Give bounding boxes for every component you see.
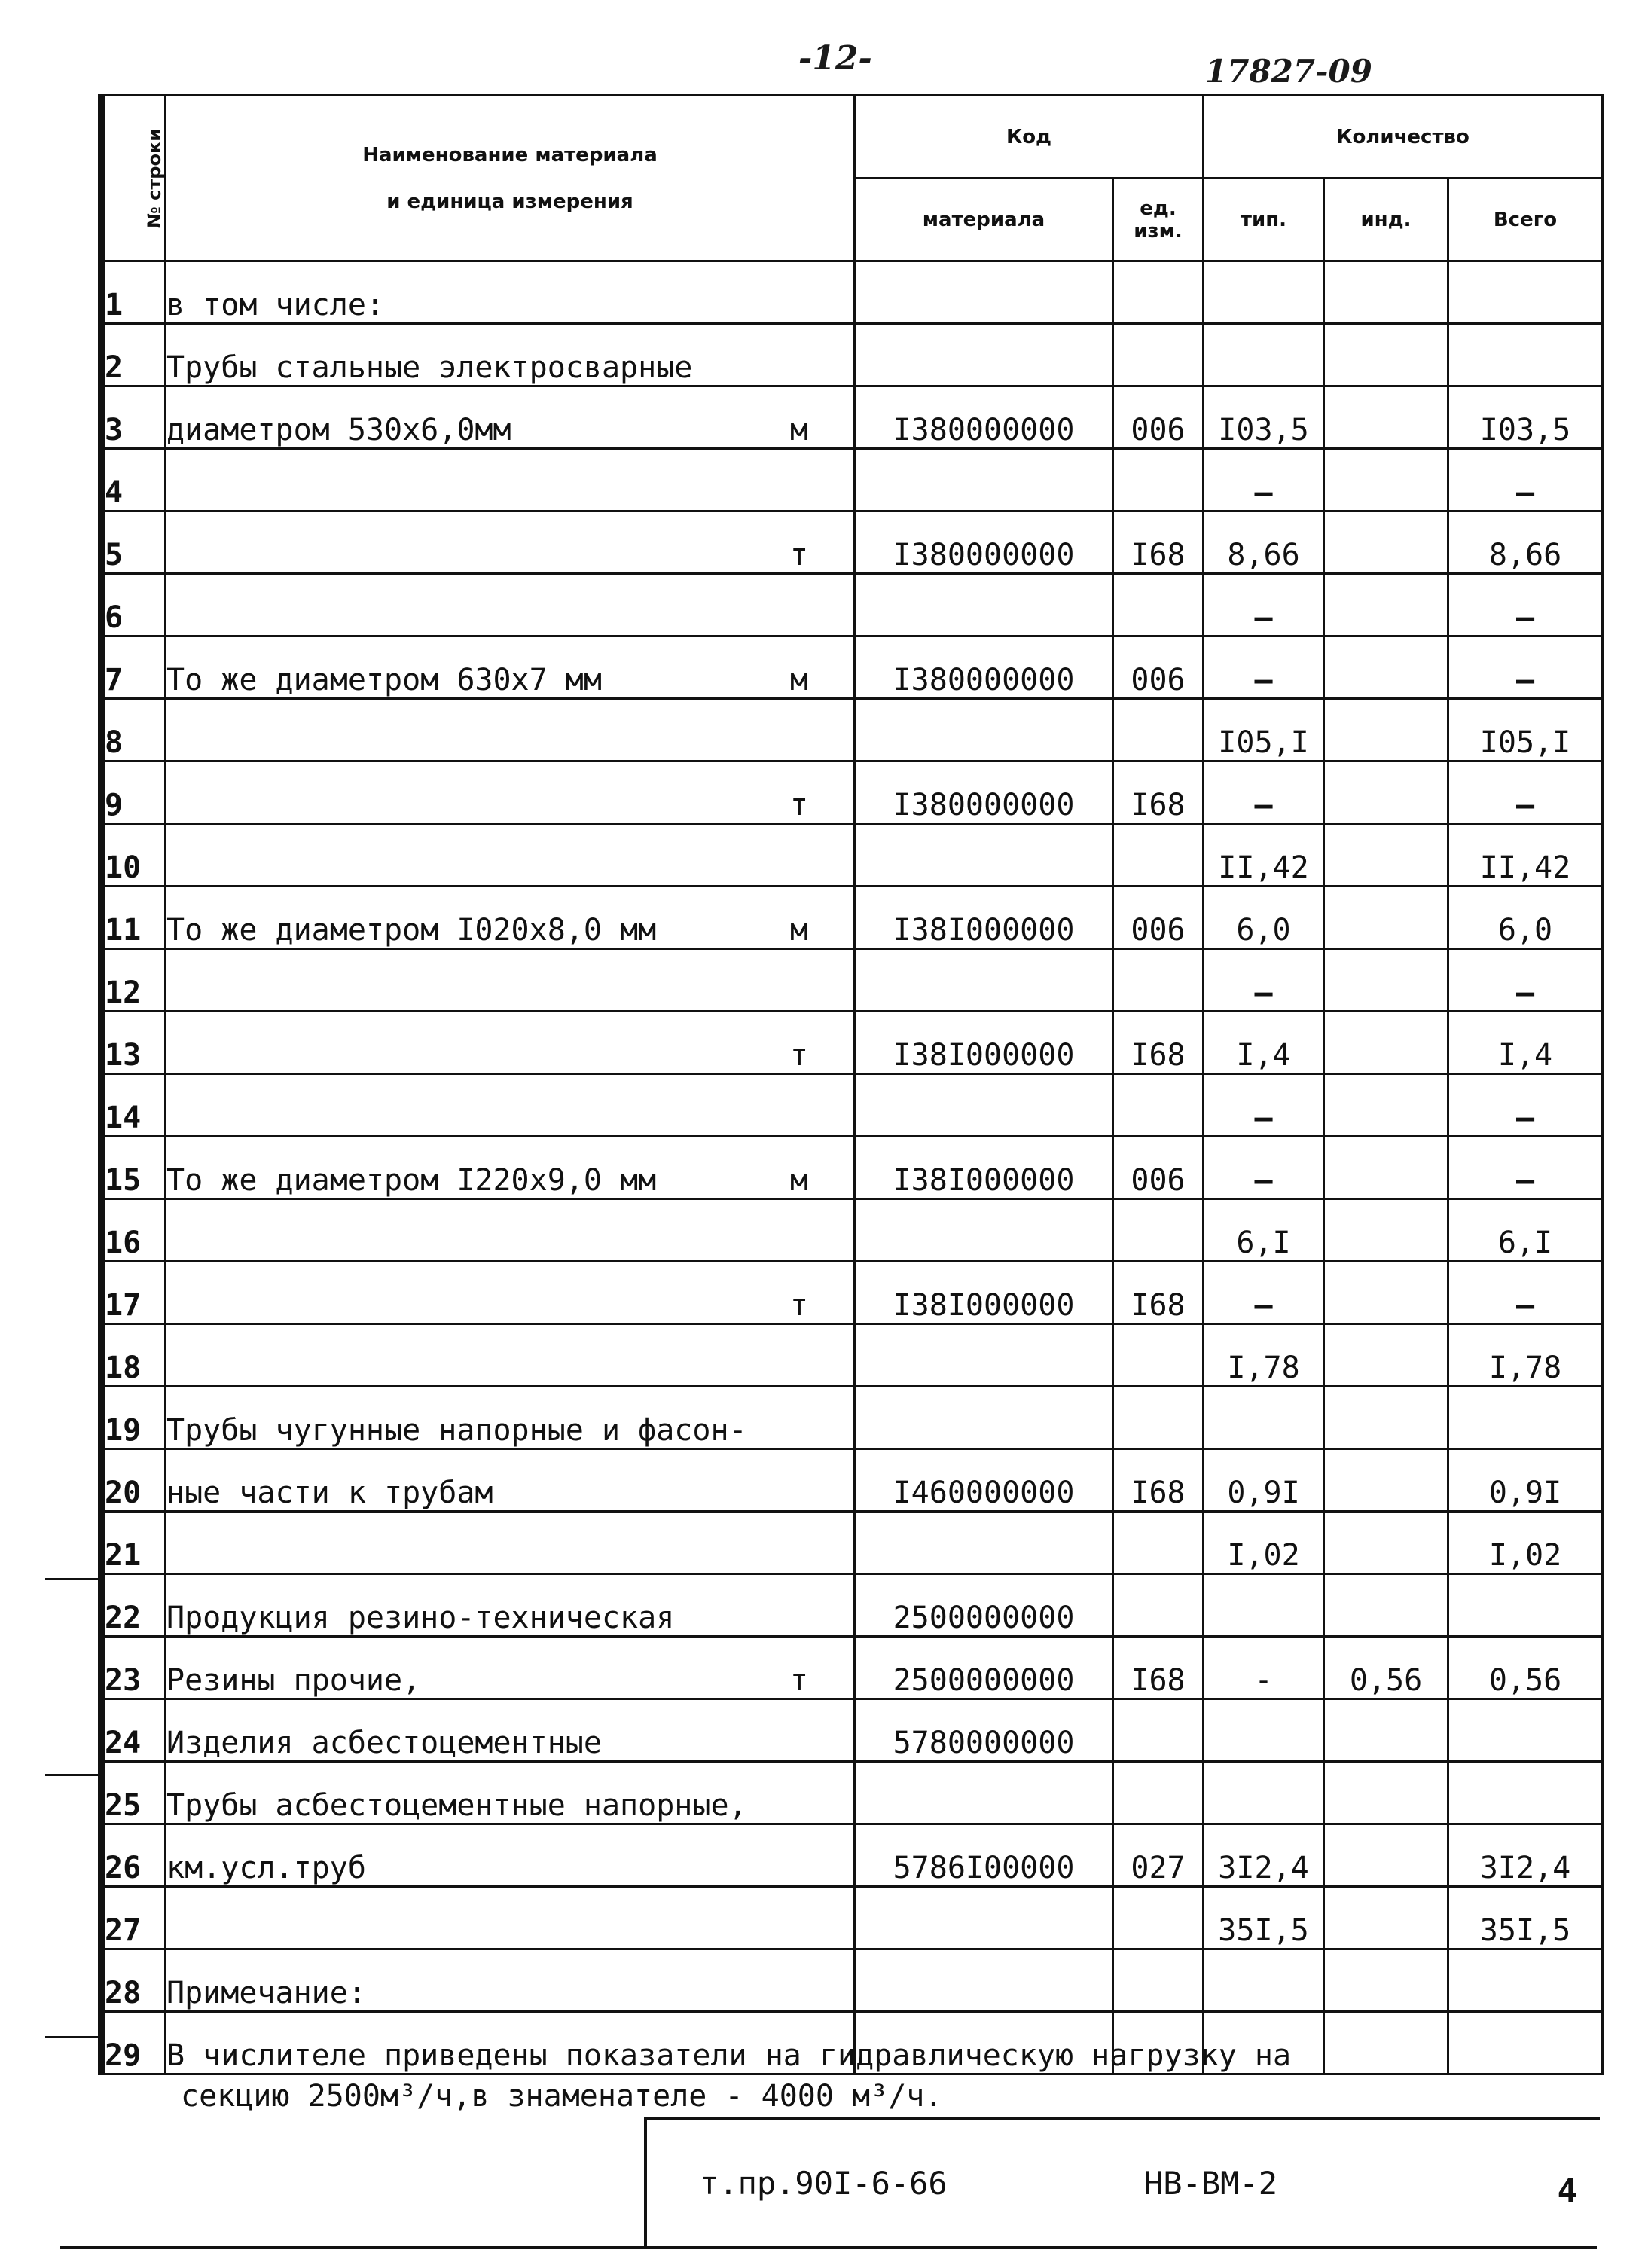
qty-individual xyxy=(1324,1699,1448,1762)
row-number: 12 xyxy=(104,949,166,1012)
material-code xyxy=(855,1949,1113,2012)
row-number: 14 xyxy=(104,1074,166,1137)
material-name: В числителе приведены показатели на гидравлическую нагрузку на xyxy=(166,2012,855,2074)
row-number: 9 xyxy=(104,762,166,824)
material-code: I380000000 xyxy=(855,511,1113,574)
qty-individual xyxy=(1324,887,1448,949)
table-row xyxy=(104,1324,1603,1387)
qty-total: 6,I xyxy=(1448,1199,1603,1262)
material-name: км.усл.труб xyxy=(166,1824,855,1887)
material-name: Продукция резино-техническая xyxy=(166,1574,855,1637)
row-number: 5 xyxy=(104,511,166,574)
table-row xyxy=(104,1262,1603,1324)
drawing-code: НВ-ВМ-2 xyxy=(1144,2165,1278,2202)
material-code xyxy=(855,1324,1113,1387)
qty-individual xyxy=(1324,636,1448,699)
material-name: Изделия асбестоцементные xyxy=(166,1699,855,1762)
unit-code xyxy=(1113,449,1204,511)
qty-individual xyxy=(1324,1824,1448,1887)
header-unit-code: ед. изм. xyxy=(1113,179,1204,261)
unit-code xyxy=(1113,1699,1204,1762)
header-row-number: № строки xyxy=(104,96,166,261)
material-name xyxy=(166,699,855,762)
unit-label: т xyxy=(789,1038,808,1073)
unit-code xyxy=(1113,1074,1204,1137)
material-name xyxy=(166,1074,855,1137)
unit-label: м xyxy=(789,413,808,447)
row-number: 15 xyxy=(104,1137,166,1199)
qty-typical: 35I,5 xyxy=(1204,1887,1324,1949)
unit-code: I68 xyxy=(1113,762,1204,824)
material-code: 5780000000 xyxy=(855,1699,1113,1762)
sheet-number: 4 xyxy=(1557,2172,1577,2211)
material-name xyxy=(166,1199,855,1262)
material-code: I380000000 xyxy=(855,636,1113,699)
material-name xyxy=(166,824,855,887)
qty-total: 0,56 xyxy=(1448,1637,1603,1699)
qty-individual xyxy=(1324,762,1448,824)
material-name xyxy=(166,511,855,574)
unit-code xyxy=(1113,324,1204,386)
row-number: 21 xyxy=(104,1512,166,1574)
qty-individual xyxy=(1324,1012,1448,1074)
qty-total: 0,9I xyxy=(1448,1449,1603,1512)
qty-typical: — xyxy=(1204,949,1324,1012)
unit-code xyxy=(1113,699,1204,762)
qty-typical xyxy=(1204,1574,1324,1637)
material-code: I380000000 xyxy=(855,386,1113,449)
material-code: I38I000000 xyxy=(855,1262,1113,1324)
qty-total: — xyxy=(1448,1137,1603,1199)
note-text-continuation: секцию 2500м³/ч,в знаменателе - 4000 м³/ч. xyxy=(181,2079,943,2114)
table-row xyxy=(104,1762,1603,1824)
qty-total: — xyxy=(1448,449,1603,511)
material-code xyxy=(855,261,1113,324)
row-number: 2 xyxy=(104,324,166,386)
unit-code xyxy=(1113,949,1204,1012)
table-row xyxy=(104,1824,1603,1887)
row-number: 8 xyxy=(104,699,166,762)
table-row xyxy=(104,386,1603,449)
row-number: 3 xyxy=(104,386,166,449)
table-row xyxy=(104,261,1603,324)
unit-code xyxy=(1113,1199,1204,1262)
qty-typical: — xyxy=(1204,762,1324,824)
qty-individual xyxy=(1324,1199,1448,1262)
material-code: I38I000000 xyxy=(855,887,1113,949)
material-code xyxy=(855,699,1113,762)
qty-typical xyxy=(1204,261,1324,324)
table-row xyxy=(104,1449,1603,1512)
unit-code: 006 xyxy=(1113,887,1204,949)
material-code xyxy=(855,1887,1113,1949)
material-code xyxy=(855,1512,1113,1574)
qty-typical: I,4 xyxy=(1204,1012,1324,1074)
qty-typical: 8,66 xyxy=(1204,511,1324,574)
qty-total: 6,0 xyxy=(1448,887,1603,949)
material-name: То же диаметром I020х8,0 мм м xyxy=(166,887,855,949)
row-number: 6 xyxy=(104,574,166,636)
qty-total: I,78 xyxy=(1448,1324,1603,1387)
qty-total xyxy=(1448,2012,1603,2074)
qty-typical: — xyxy=(1204,1137,1324,1199)
material-name xyxy=(166,1012,855,1074)
qty-individual xyxy=(1324,324,1448,386)
material-name xyxy=(166,449,855,511)
material-name: То же диаметром I220х9,0 мм м xyxy=(166,1137,855,1199)
material-name xyxy=(166,574,855,636)
material-code xyxy=(855,574,1113,636)
qty-typical: — xyxy=(1204,1262,1324,1324)
qty-individual xyxy=(1324,1762,1448,1824)
qty-total: — xyxy=(1448,762,1603,824)
table-row xyxy=(104,887,1603,949)
material-code: 2500000000 xyxy=(855,1637,1113,1699)
table-row xyxy=(104,1199,1603,1262)
material-code: I38I000000 xyxy=(855,1137,1113,1199)
material-name: Трубы чугунные напорные и фасон- xyxy=(166,1387,855,1449)
unit-code: I68 xyxy=(1113,1637,1204,1699)
margin-tick xyxy=(45,2036,105,2038)
material-name xyxy=(166,1512,855,1574)
material-code: I460000000 xyxy=(855,1449,1113,1512)
material-code: 2500000000 xyxy=(855,1574,1113,1637)
qty-total: I03,5 xyxy=(1448,386,1603,449)
qty-typical: — xyxy=(1204,449,1324,511)
unit-code: 006 xyxy=(1113,636,1204,699)
material-name xyxy=(166,762,855,824)
qty-total: 3I2,4 xyxy=(1448,1824,1603,1887)
qty-individual xyxy=(1324,1512,1448,1574)
unit-code: I68 xyxy=(1113,511,1204,574)
row-number: 23 xyxy=(104,1637,166,1699)
row-number: 11 xyxy=(104,887,166,949)
qty-typical: 3I2,4 xyxy=(1204,1824,1324,1887)
unit-label: т xyxy=(789,1288,808,1323)
unit-code: 027 xyxy=(1113,1824,1204,1887)
material-code: I380000000 xyxy=(855,762,1113,824)
material-code xyxy=(855,324,1113,386)
row-number: 26 xyxy=(104,1824,166,1887)
row-number: 27 xyxy=(104,1887,166,1949)
table-row xyxy=(104,762,1603,824)
table-row xyxy=(104,1887,1603,1949)
material-name xyxy=(166,1324,855,1387)
qty-individual xyxy=(1324,261,1448,324)
qty-typical: - xyxy=(1204,1637,1324,1699)
qty-total: 8,66 xyxy=(1448,511,1603,574)
qty-total: — xyxy=(1448,1074,1603,1137)
unit-label: т xyxy=(789,1663,808,1698)
header-qty-individual: инд. xyxy=(1324,179,1448,261)
row-number: 22 xyxy=(104,1574,166,1637)
project-series: т.пр.90I-6-66 xyxy=(700,2165,948,2202)
table-row xyxy=(104,1574,1603,1637)
material-code xyxy=(855,949,1113,1012)
unit-code xyxy=(1113,824,1204,887)
page-number: -12- xyxy=(798,39,872,78)
header-material-name: Наименование материала и единица измерения xyxy=(166,96,855,261)
row-number: 4 xyxy=(104,449,166,511)
qty-typical: I03,5 xyxy=(1204,386,1324,449)
unit-label: т xyxy=(789,538,808,572)
table-row xyxy=(104,1699,1603,1762)
table-row xyxy=(104,1637,1603,1699)
materials-table xyxy=(102,94,1604,2075)
qty-individual xyxy=(1324,1262,1448,1324)
table-row xyxy=(104,449,1603,511)
material-name: Трубы асбестоцементные напорные, xyxy=(166,1762,855,1824)
unit-code xyxy=(1113,1574,1204,1637)
header-code-group: Код xyxy=(855,96,1204,179)
unit-code xyxy=(1113,1387,1204,1449)
materials-table-sheet xyxy=(98,94,1601,2075)
qty-individual xyxy=(1324,1137,1448,1199)
qty-individual: 0,56 xyxy=(1324,1637,1448,1699)
qty-typical: 6,I xyxy=(1204,1199,1324,1262)
qty-total: — xyxy=(1448,949,1603,1012)
material-name: Резины прочие, т xyxy=(166,1637,855,1699)
unit-code xyxy=(1113,574,1204,636)
title-block xyxy=(644,2117,1600,2248)
unit-label: м xyxy=(789,663,808,697)
material-code xyxy=(855,824,1113,887)
qty-individual xyxy=(1324,574,1448,636)
table-row xyxy=(104,324,1603,386)
row-number: 13 xyxy=(104,1012,166,1074)
table-row xyxy=(104,2012,1603,2074)
row-number: 1 xyxy=(104,261,166,324)
qty-typical: I05,I xyxy=(1204,699,1324,762)
margin-tick xyxy=(45,1578,105,1580)
row-number: 29 xyxy=(104,2012,166,2074)
qty-individual xyxy=(1324,1074,1448,1137)
row-number: 18 xyxy=(104,1324,166,1387)
qty-typical xyxy=(1204,1387,1324,1449)
table-row xyxy=(104,1512,1603,1574)
material-code xyxy=(855,1199,1113,1262)
qty-total: 35I,5 xyxy=(1448,1887,1603,1949)
qty-typical: 0,9I xyxy=(1204,1449,1324,1512)
row-number: 19 xyxy=(104,1387,166,1449)
qty-typical xyxy=(1204,1949,1324,2012)
qty-typical xyxy=(1204,1762,1324,1824)
qty-individual xyxy=(1324,1574,1448,1637)
row-number: 25 xyxy=(104,1762,166,1824)
material-name xyxy=(166,1262,855,1324)
unit-code xyxy=(1113,1324,1204,1387)
table-row xyxy=(104,511,1603,574)
table-row xyxy=(104,949,1603,1012)
unit-code: 006 xyxy=(1113,1137,1204,1199)
margin-tick xyxy=(45,1774,105,1776)
header-qty-typical: тип. xyxy=(1204,179,1324,261)
qty-individual xyxy=(1324,1449,1448,1512)
row-number: 24 xyxy=(104,1699,166,1762)
qty-total: I,02 xyxy=(1448,1512,1603,1574)
material-code: I38I000000 xyxy=(855,1012,1113,1074)
header-code-material: материала xyxy=(855,179,1113,261)
unit-code: 006 xyxy=(1113,386,1204,449)
material-name: в том числе: xyxy=(166,261,855,324)
material-name: Примечание: xyxy=(166,1949,855,2012)
qty-individual xyxy=(1324,2012,1448,2074)
qty-typical: 6,0 xyxy=(1204,887,1324,949)
table-row xyxy=(104,1074,1603,1137)
header-quantity-group: Количество xyxy=(1204,96,1603,179)
qty-individual xyxy=(1324,949,1448,1012)
unit-code xyxy=(1113,1762,1204,1824)
unit-code xyxy=(1113,1887,1204,1949)
document-number: 17827-09 xyxy=(1205,53,1372,90)
unit-label: м xyxy=(789,1163,808,1198)
unit-code: I68 xyxy=(1113,1012,1204,1074)
qty-total xyxy=(1448,1762,1603,1824)
qty-total: — xyxy=(1448,574,1603,636)
bottom-border xyxy=(60,2246,1597,2249)
qty-individual xyxy=(1324,824,1448,887)
unit-label: т xyxy=(789,788,808,823)
qty-individual xyxy=(1324,699,1448,762)
qty-total: — xyxy=(1448,636,1603,699)
row-number: 20 xyxy=(104,1449,166,1512)
qty-typical: — xyxy=(1204,574,1324,636)
qty-total xyxy=(1448,1699,1603,1762)
qty-typical xyxy=(1204,324,1324,386)
qty-typical: — xyxy=(1204,1074,1324,1137)
material-code xyxy=(855,1387,1113,1449)
table-row xyxy=(104,824,1603,887)
material-code xyxy=(855,1762,1113,1824)
material-name: ные части к трубам xyxy=(166,1449,855,1512)
material-name xyxy=(166,1887,855,1949)
table-row xyxy=(104,574,1603,636)
material-code: 5786I00000 xyxy=(855,1824,1113,1887)
table-row xyxy=(104,699,1603,762)
qty-total xyxy=(1448,1387,1603,1449)
qty-individual xyxy=(1324,1887,1448,1949)
qty-typical: — xyxy=(1204,636,1324,699)
row-number: 7 xyxy=(104,636,166,699)
qty-individual xyxy=(1324,1324,1448,1387)
qty-typical: I,02 xyxy=(1204,1512,1324,1574)
unit-code xyxy=(1113,261,1204,324)
qty-total xyxy=(1448,324,1603,386)
table-row xyxy=(104,1137,1603,1199)
unit-code xyxy=(1113,1949,1204,2012)
row-number: 16 xyxy=(104,1199,166,1262)
qty-total xyxy=(1448,1949,1603,2012)
unit-code: I68 xyxy=(1113,1262,1204,1324)
row-number: 28 xyxy=(104,1949,166,2012)
unit-code: I68 xyxy=(1113,1449,1204,1512)
qty-typical xyxy=(1204,1699,1324,1762)
qty-total: I,4 xyxy=(1448,1012,1603,1074)
qty-total: I05,I xyxy=(1448,699,1603,762)
qty-individual xyxy=(1324,449,1448,511)
qty-individual xyxy=(1324,1949,1448,2012)
qty-typical: II,42 xyxy=(1204,824,1324,887)
table-row xyxy=(104,1387,1603,1449)
material-name: диаметром 530х6,0мм м xyxy=(166,386,855,449)
qty-total xyxy=(1448,1574,1603,1637)
qty-individual xyxy=(1324,511,1448,574)
qty-total: II,42 xyxy=(1448,824,1603,887)
qty-typical: I,78 xyxy=(1204,1324,1324,1387)
qty-individual xyxy=(1324,1387,1448,1449)
material-code xyxy=(855,1074,1113,1137)
table-row xyxy=(104,1012,1603,1074)
material-code xyxy=(855,449,1113,511)
qty-total: — xyxy=(1448,1262,1603,1324)
table-row xyxy=(104,1949,1603,2012)
qty-individual xyxy=(1324,386,1448,449)
material-name xyxy=(166,949,855,1012)
table-row xyxy=(104,636,1603,699)
header-qty-total: Всего xyxy=(1448,179,1603,261)
unit-code xyxy=(1113,1512,1204,1574)
material-name: Трубы стальные электросварные xyxy=(166,324,855,386)
qty-total xyxy=(1448,261,1603,324)
row-number: 10 xyxy=(104,824,166,887)
material-name: То же диаметром 630х7 мм м xyxy=(166,636,855,699)
row-number: 17 xyxy=(104,1262,166,1324)
unit-label: м xyxy=(789,913,808,948)
